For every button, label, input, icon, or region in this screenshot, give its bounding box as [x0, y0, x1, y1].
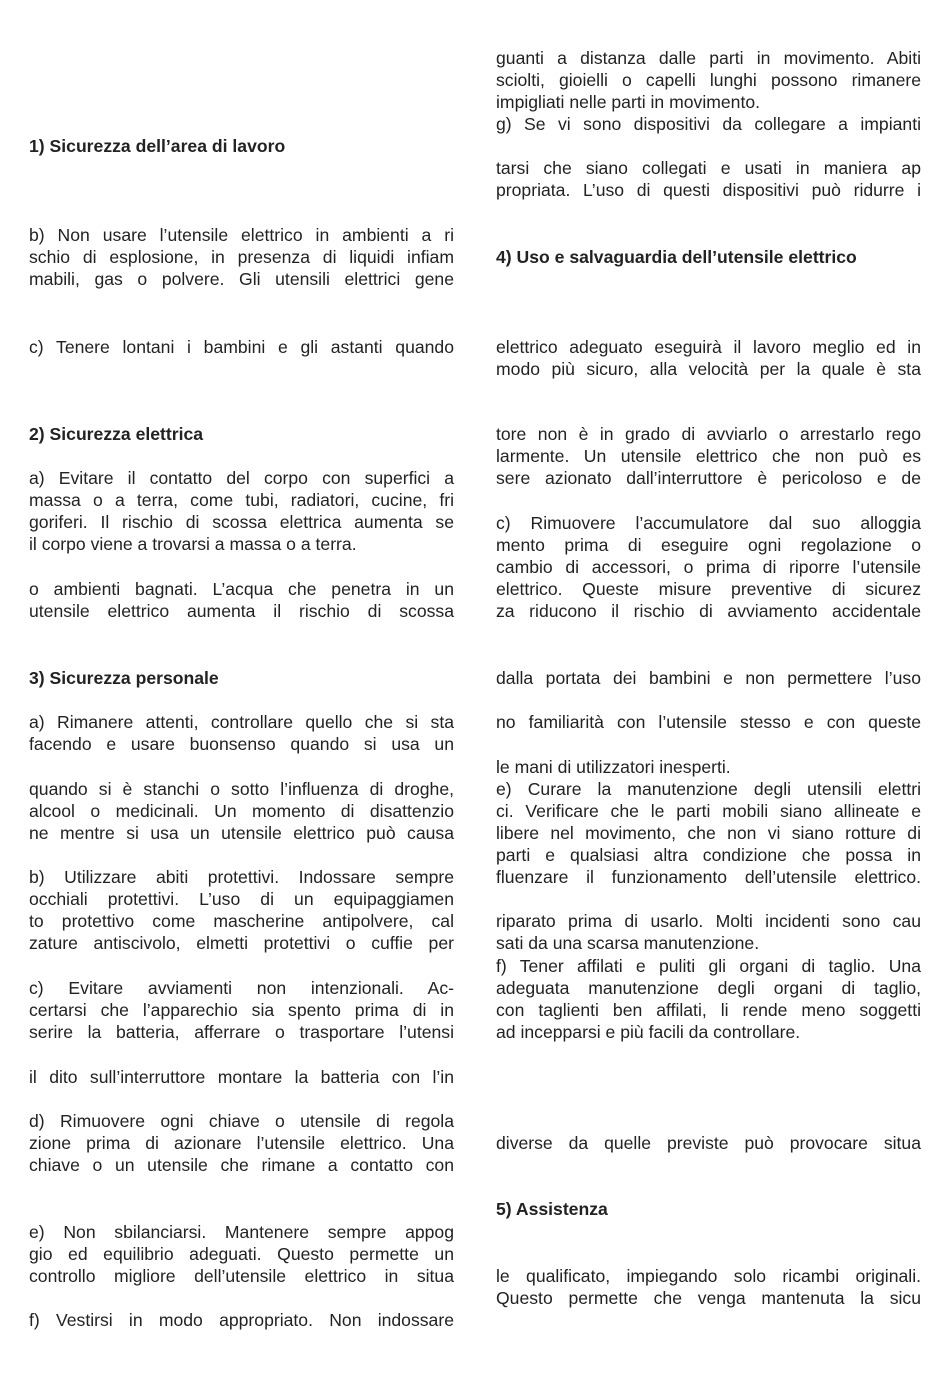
text-line: alcool o medicinali. Un momento di disattenzio [29, 801, 454, 821]
text-line: mabili, gas o polvere. Gli utensili elettrici gene [29, 269, 454, 289]
text-line: schio di esplosione, in presenza di liquidi infiam [29, 247, 454, 267]
text-line: le qualificato, impiegando solo ricambi originali. [496, 1266, 921, 1286]
text-line: certarsi che l’apparechio sia spento prima di in [29, 1000, 454, 1020]
text-line: larmente. Un utensile elettrico che non può es [496, 446, 921, 466]
text-line: occhiali protettivi. L’uso di un equipaggiamen [29, 889, 454, 909]
text-line: ci. Verificare che le parti mobili siano allineate e [496, 801, 921, 821]
text-line: impigliati nelle parti in movimento. [496, 92, 761, 112]
text-line: quando si è stanchi o sotto l’influenza di droghe, [29, 779, 454, 799]
text-line: il corpo viene a trovarsi a massa o a terra. [29, 534, 357, 554]
text-line: tore non è in grado di avviarlo o arrestarlo rego [496, 424, 921, 444]
text-line: massa o a terra, come tubi, radiatori, cucine, fri [29, 490, 454, 510]
text-line: propriata. L’uso di questi dispositivi può ridurre i [496, 180, 921, 200]
text-line: guanti a distanza dalle parti in movimento. Abiti [496, 48, 921, 68]
text-line: le mani di utilizzatori inesperti. [496, 757, 731, 777]
text-line: ad incepparsi e più facili da controllare. [496, 1022, 801, 1042]
text-line: c) Tenere lontani i bambini e gli astanti quando [29, 337, 454, 357]
text-line: dalla portata dei bambini e non permettere l’uso [496, 668, 921, 688]
section-heading-personal-safety: 3) Sicurezza personale [29, 668, 219, 688]
text-line: za riducono il rischio di avviamento accidentale [496, 601, 921, 621]
text-line: diverse da quelle previste può provocare situa [496, 1133, 921, 1153]
section-heading-service: 5) Assistenza [496, 1199, 608, 1219]
text-line: il dito sull’interruttore montare la batteria con l’in [29, 1067, 454, 1087]
text-line: fluenzare il funzionamento dell’utensile elettrico. [496, 867, 921, 887]
text-line: c) Evitare avviamenti non intenzionali. Ac- [29, 978, 454, 998]
text-line: elettrico. Queste misure preventive di sicurez [496, 579, 921, 599]
text-line: chiave o un utensile che rimane a contatto con [29, 1155, 454, 1175]
text-line: sciolti, gioielli o capelli lunghi possono rimanere [496, 70, 921, 90]
text-line: parti e qualsiasi altra condizione che possa in [496, 845, 921, 865]
text-line: sere azionato dall’interruttore è pericoloso e de [496, 468, 921, 488]
text-line: controllo migliore dell’utensile elettrico in situa [29, 1266, 454, 1286]
text-line: sati da una scarsa manutenzione. [496, 933, 760, 953]
text-line: d) Rimuovere ogni chiave o utensile di regola [29, 1111, 454, 1131]
section-heading-use-and-care: 4) Uso e salvaguardia dell’utensile elettrico [496, 247, 857, 267]
text-line: serire la batteria, afferrare o trasportare l’utensi [29, 1022, 454, 1042]
text-line: o ambienti bagnati. L’acqua che penetra in un [29, 579, 454, 599]
text-line: cambio di accessori, o prima di riporre l’utensile [496, 557, 921, 577]
text-line: modo più sicuro, alla velocità per la quale è sta [496, 359, 921, 379]
text-line: tarsi che siano collegati e usati in maniera ap [496, 158, 921, 178]
text-line: goriferi. Il rischio di scossa elettrica aumenta se [29, 512, 454, 532]
text-line: facendo e usare buonsenso quando si usa un [29, 734, 454, 754]
text-line: adeguata manutenzione degli organi di taglio, [496, 978, 921, 998]
text-line: libere nel movimento, che non vi siano rotture di [496, 823, 921, 843]
text-line: e) Curare la manutenzione degli utensili elettri [496, 779, 921, 799]
text-line: no familiarità con l’utensile stesso e con queste [496, 712, 921, 732]
text-line: ne mentre si usa un utensile elettrico può causa [29, 823, 454, 843]
text-line: g) Se vi sono dispositivi da collegare a impianti [496, 114, 921, 134]
text-line: a) Evitare il contatto del corpo con superfici a [29, 468, 454, 488]
text-line: c) Rimuovere l’accumulatore dal suo alloggia [496, 513, 921, 533]
text-line: Questo permette che venga mantenuta la sicu [496, 1288, 921, 1308]
text-line: elettrico adeguato eseguirà il lavoro meglio ed in [496, 337, 921, 357]
text-line: riparato prima di usarlo. Molti incidenti sono cau [496, 911, 921, 931]
text-line: b) Utilizzare abiti protettivi. Indossare sempre [29, 867, 454, 887]
text-line: a) Rimanere attenti, controllare quello che si sta [29, 712, 454, 732]
text-line: b) Non usare l’utensile elettrico in ambienti a ri [29, 225, 454, 245]
text-line: to protettivo come mascherine antipolvere, cal [29, 911, 454, 931]
text-line: zature antiscivolo, elmetti protettivi o cuffie per [29, 933, 454, 953]
text-line: utensile elettrico aumenta il rischio di scossa [29, 601, 454, 621]
text-line: f) Vestirsi in modo appropriato. Non indossare [29, 1310, 454, 1330]
text-line: gio ed equilibrio adeguati. Questo permette un [29, 1244, 454, 1264]
text-line: f) Tener affilati e puliti gli organi di taglio. Una [496, 956, 921, 976]
text-line: mento prima di eseguire ogni regolazione o [496, 535, 921, 555]
text-line: zione prima di azionare l’utensile elettrico. Una [29, 1133, 454, 1153]
text-line: con taglienti ben affilati, li rende meno soggetti [496, 1000, 921, 1020]
section-heading-work-area-safety: 1) Sicurezza dell’area di lavoro [29, 136, 286, 156]
section-heading-electrical-safety: 2) Sicurezza elettrica [29, 424, 204, 444]
text-line: e) Non sbilanciarsi. Mantenere sempre appog [29, 1222, 454, 1242]
